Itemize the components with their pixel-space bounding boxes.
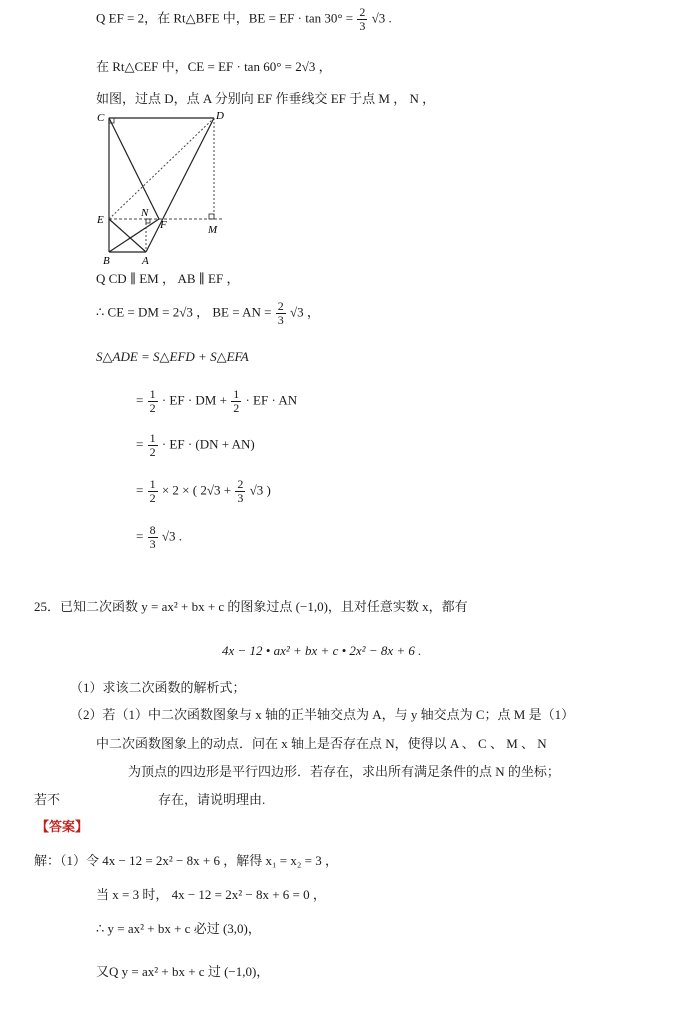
line-1: Q EF = 2，在 Rt△BFE 中，BE = EF · tan 30° = $\frac{2}{3}$ √3 .: [96, 5, 392, 33]
fraction: $\frac{1}{2}$: [149, 477, 156, 505]
solution-line-4: 又Q y = ax² + bx + c 过 (−1,0)，: [96, 964, 270, 979]
label-e: E: [97, 214, 104, 226]
solution-line-3: ∴ y = ax² + bx + c 必过 (3,0)，: [96, 921, 261, 936]
question-25-part-1: （1）求该二次函数的解析式；: [70, 680, 246, 695]
line-5: ∴ CE = DM = 2√3 ， BE = AN = $\frac{2}{3}$ √3 ，: [96, 299, 320, 327]
line-10: = $\frac{8}{3}$ √3 .: [136, 523, 182, 551]
solution-line-2: 当 x = 3 时， 4x − 12 = 2x² − 8x + 6 = 0 ，: [96, 887, 326, 902]
line-6: S△ADE = S△EFD + S△EFA: [96, 349, 249, 364]
label-a: A: [142, 255, 149, 267]
line-4: Q CD ∥ EM ， AB ∥ EF ，: [96, 271, 240, 286]
label-b: B: [103, 255, 110, 267]
fraction: $\frac{2}{3}$: [277, 299, 284, 327]
question-25-part-2-cont: 中二次函数图象上的动点．问在 x 轴上是否存在点 N，使得以 A 、 C 、 M 、 N: [96, 736, 547, 751]
question-25-part-2-end-b: 存在，请说明理由.: [158, 792, 266, 807]
fraction: $\frac{2}{3}$: [237, 477, 244, 505]
question-25-inequality: 4x − 12 • ax² + bx + c • 2x² − 8x + 6 .: [222, 643, 422, 658]
line-2: 在 Rt△CEF 中，CE = EF · tan 60° = 2√3 ，: [96, 59, 332, 74]
line-3: 如图，过点 D，点 A 分别向 EF 作垂线交 EF 于点 M ， N ，: [96, 91, 436, 106]
line-9: = $\frac{1}{2}$ × 2 × ( 2√3 + $\frac{2}{3}$ √3 ): [136, 477, 271, 505]
label-d: D: [216, 110, 224, 122]
fraction: $\frac{1}{2}$: [149, 387, 156, 415]
fraction: $\frac{1}{2}$: [149, 431, 156, 459]
fraction: $\frac{1}{2}$: [233, 387, 240, 415]
line-8: = $\frac{1}{2}$ · EF · (DN + AN): [136, 431, 255, 459]
answer-tag: 【答案】: [36, 819, 89, 834]
label-n: N: [141, 207, 149, 219]
question-25-part-2-cont2: 为顶点的四边形是平行四边形．若存在，求出所有满足条件的点 N 的坐标；: [128, 764, 560, 779]
line-7: = $\frac{1}{2}$ · EF · DM + $\frac{1}{2}$ · EF · AN: [136, 387, 298, 415]
label-m: M: [208, 224, 218, 236]
label-f: F: [160, 219, 167, 231]
question-25-part-2: （2）若（1）中二次函数图象与 x 轴的正半轴交点为 A，与 y 轴交点为 C；点 M 是（1）: [70, 707, 575, 722]
geometry-figure: [94, 107, 234, 267]
line-1-text: Q EF = 2，在 Rt△BFE 中，BE = EF · tan 30° =: [96, 10, 354, 26]
fraction: $\frac{8}{3}$: [149, 523, 156, 551]
solution-line-1: 解：（1）令 4x − 12 = 2x² − 8x + 6 ，解得 x₁ = x₂ = 3 ，: [34, 853, 338, 868]
question-25: 25．已知二次函数 y = ax² + bx + c 的图象过点 (−1,0)，且对任意实数 x，都有: [34, 599, 468, 614]
question-25-part-2-end-a: 若不: [34, 792, 61, 807]
fraction: $\frac{2}{3}$: [359, 5, 366, 33]
label-c: C: [97, 112, 105, 124]
